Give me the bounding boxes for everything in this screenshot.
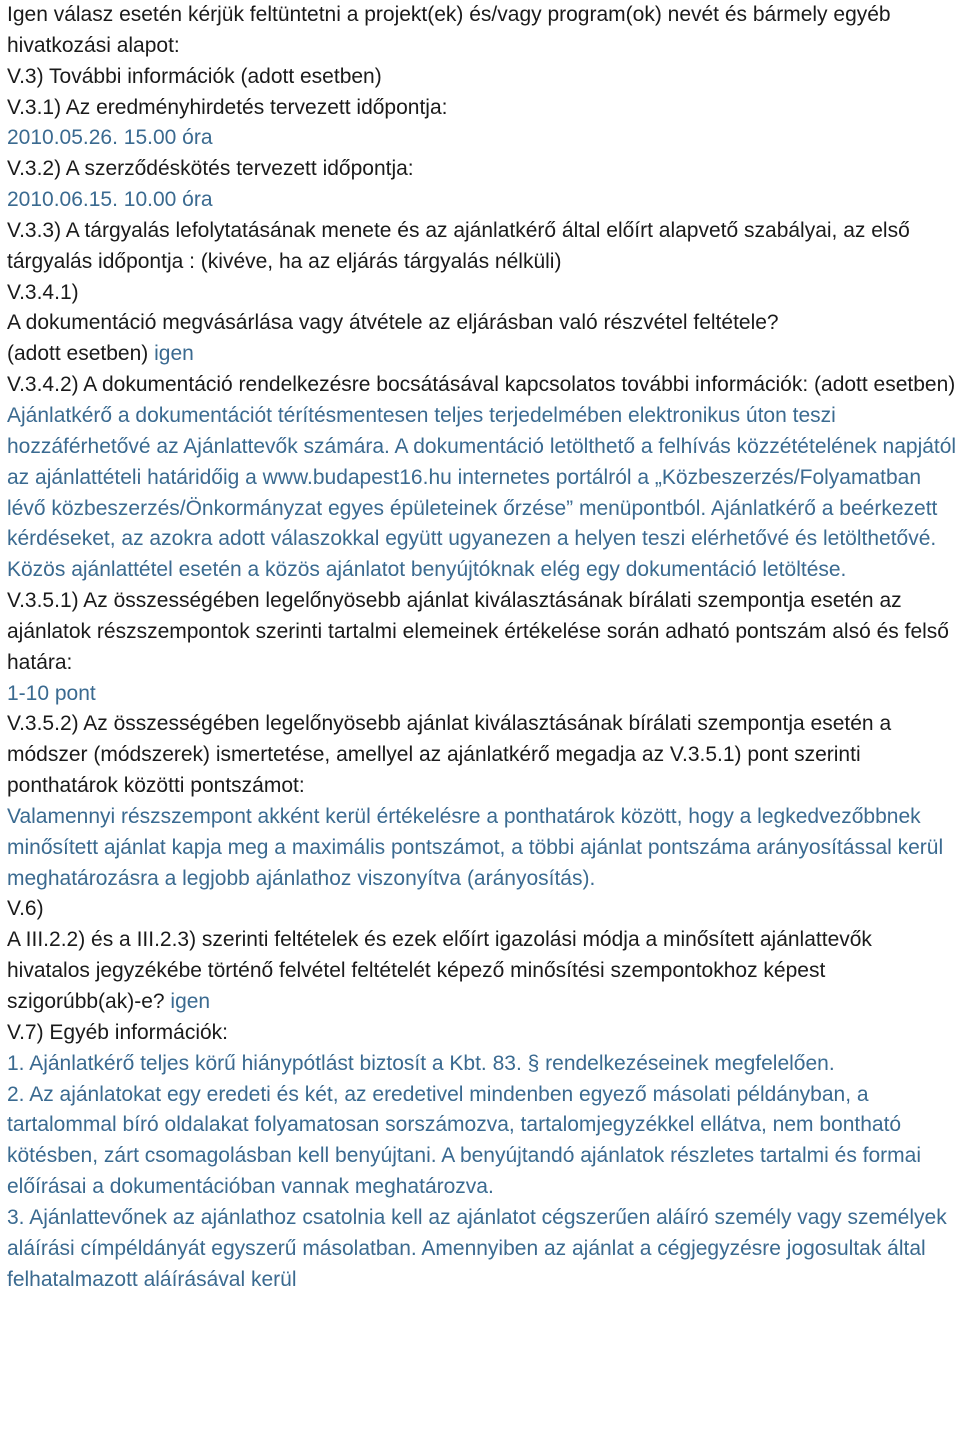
question-text: V.3.3) A tárgyalás lefolytatásának menete és az ajánlatkérő által előírt alapvető szabályai, az első tárgyalás időpontja : (kivéve, ha az eljárás tárgyalás nélküli) (7, 218, 910, 273)
question-text: V.3) További információk (adott esetben) (7, 64, 382, 88)
answer-text: 2010.05.26. 15.00 óra (7, 126, 213, 150)
document-paragraph (7, 0, 957, 62)
document-paragraph (7, 278, 957, 309)
answer-text: 1. Ajánlatkérő teljes körű hiánypótlást biztosít a Kbt. 83. § rendelkezéseinek megfelelően. (7, 1051, 835, 1075)
question-text: V.3.2) A szerződéskötés tervezett időpontja: (7, 157, 414, 181)
document-paragraph (7, 1018, 957, 1049)
document-paragraph (7, 185, 957, 216)
document-paragraph (7, 586, 957, 679)
document-paragraph (7, 216, 957, 278)
document-paragraph (7, 93, 957, 124)
answer-text: 2010.06.15. 10.00 óra (7, 188, 213, 212)
answer-text: 2. Az ajánlatokat egy eredeti és két, az eredetivel mindenben egyező másolati példányban, a tartalommal bíró oldalakat folyamatosan sorszámozva, tartalomjegyzékkel ellátva, nem bontható kötésben, zárt csomagolásban kell benyújtani. A benyújtandó ajánlatok részletes tartalmi és formai előírásai a dokumentációban vannak meghatározva. (7, 1082, 922, 1199)
answer-text: 1-10 pont (7, 681, 96, 705)
document-paragraph (7, 401, 957, 586)
document-paragraph (7, 679, 957, 710)
question-text: V.3.4.2) A dokumentáció rendelkezésre bocsátásával kapcsolatos további információk: (adott esetben) (7, 373, 956, 397)
question-text: Igen válasz esetén kérjük feltüntetni a projekt(ek) és/vagy program(ok) nevét és bármely egyéb hivatkozási alapot: (7, 3, 891, 57)
question-text: V.3.5.1) Az összességében legelőnyösebb ajánlat kiválasztásának bírálati szempontja esetén az ajánlatok részszempontok szerinti tartalmi elemeinek értékelése során adható pontszám alsó és felső határa: (7, 589, 949, 674)
answer-text: igen (154, 342, 194, 366)
document-paragraph (7, 894, 957, 925)
document-paragraph (7, 123, 957, 154)
document-paragraph (7, 62, 957, 93)
document-paragraph (7, 154, 957, 185)
answer-text: Ajánlatkérő a dokumentációt térítésmentesen teljes terjedelmében elektronikus úton teszi hozzáférhetővé az Ajánlattevők számára. A dokumentáció letölthető a felhívás közzétételének napjától az ajánlattételi határidőig a www.budapest16.hu internetes portálról a „Közbeszerzés/Folyamatban lévő közbeszerzés/Önkormányzat egyes épületeinek őrzése” menüpontból. Ajánlatkérő a beérkezett kérdéseket, az azokra adott válaszokkal együtt ugyanezen a helyen teszi elérhetővé és letölthetővé. Közös ajánlattétel esetén a közös ajánlatot benyújtóknak elég egy dokumentáció letöltése. (7, 403, 957, 582)
question-text: A dokumentáció megvásárlása vagy átvétele az eljárásban való részvétel feltétele? (7, 311, 779, 335)
document-paragraph (7, 308, 957, 339)
question-text: V.3.4.1) (7, 280, 79, 304)
document-paragraph (7, 370, 957, 401)
document-paragraph (7, 1049, 957, 1080)
question-text: V.7) Egyéb információk: (7, 1020, 229, 1044)
document-paragraph (7, 1203, 957, 1296)
question-text: A III.2.2) és a III.2.3) szerinti feltételek és ezek előírt igazolási módja a minősített ajánlattevők hivatalos jegyzékébe történő felvétel feltételét képező minősítési szempontokhoz képest szigorúbb(ak)-e? (7, 928, 872, 1013)
question-text: V.3.1) Az eredményhirdetés tervezett időpontja: (7, 95, 448, 119)
document-paragraph (7, 802, 957, 895)
answer-text: igen (170, 990, 211, 1013)
document-paragraph (7, 339, 957, 370)
question-text: V.3.5.2) Az összességében legelőnyösebb ajánlat kiválasztásának bírálati szempontja esetén a módszer (módszerek) ismertetése, amellyel az ajánlatkérő megadja az V.3.5.1) pont szerinti ponthatárok közötti pontszámot: (7, 712, 892, 798)
question-text: V.6) (7, 897, 44, 921)
document-paragraph (7, 925, 957, 1018)
question-text: (adott esetben) (7, 342, 155, 366)
answer-text: 3. Ajánlattevőnek az ajánlathoz csatolnia kell az ajánlatot cégszerűen aláíró személy vagy személyek aláírási címpéldányát egyszerű másolatban. Amennyiben az ajánlat a cégjegyzésre jogosultak által felhatalmazott aláírásával kerül (7, 1205, 947, 1291)
answer-text: Valamennyi részszempont akként kerül értékelésre a ponthatárok között, hogy a legkedvezőbbnek minősített ajánlat kapja meg a maximális pontszámot, a többi ajánlat pontszáma arányosítással kerül meghatározásra a legjobb ajánlathoz viszonyítva (arányosítás). (7, 804, 944, 890)
document-paragraph (7, 1080, 957, 1203)
document-paragraph (7, 709, 957, 802)
